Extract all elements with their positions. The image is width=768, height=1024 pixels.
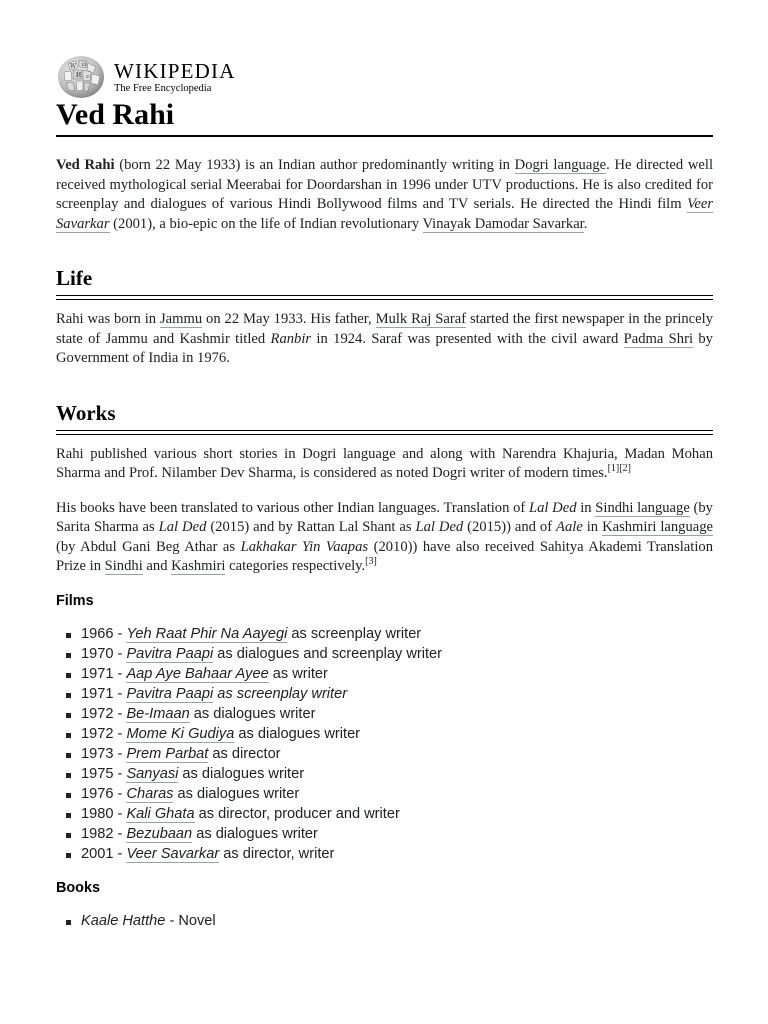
film-role: as dialogues writer xyxy=(234,725,361,742)
intro-paragraph xyxy=(56,156,713,234)
list-item xyxy=(56,644,713,664)
film-title-link[interactable]: Bezubaan xyxy=(126,825,193,842)
works-emphasis: Lal Ded xyxy=(529,499,577,516)
film-role: as director xyxy=(208,745,281,762)
list-item xyxy=(56,684,713,704)
works-emphasis: Lal Ded xyxy=(158,519,207,535)
film-title-link[interactable]: Kali Ghata xyxy=(126,805,195,822)
life-emphasis: Ranbir xyxy=(270,330,312,347)
film-role: as dialogues writer xyxy=(173,785,300,802)
film-year: 1970 - xyxy=(81,645,127,662)
film-title-link[interactable]: Sanyasi xyxy=(126,765,179,782)
works-text: (by Abdul Gani Beg Athar as xyxy=(56,538,241,555)
film-title-link[interactable]: Yeh Raat Phir Na Aayegi xyxy=(126,625,288,642)
section-heading-works: Works xyxy=(56,399,713,431)
wordmark-tagline: The Free Encyclopedia xyxy=(114,82,212,94)
svg-text:Ω: Ω xyxy=(82,62,87,68)
life-text: by Government of India in 1976. xyxy=(56,330,713,366)
link-padma-shri[interactable]: Padma Shri xyxy=(623,330,694,347)
film-role: as screenplay writer xyxy=(213,685,348,702)
film-title-link[interactable]: Mome Ki Gudiya xyxy=(126,725,235,742)
films-list xyxy=(56,624,713,864)
film-year: 1972 - xyxy=(81,705,127,722)
film-year: 1971 - xyxy=(81,665,127,682)
list-item xyxy=(56,764,713,784)
book-kind: - Novel xyxy=(165,912,216,929)
works-text: in xyxy=(576,499,596,516)
life-text: Rahi was born in xyxy=(56,311,160,327)
film-title-link[interactable]: Veer Savarkar xyxy=(126,845,220,862)
works-emphasis: Lakhakar Yin Vaapas xyxy=(240,538,369,555)
intro-text: (born 22 May 1933) is an Indian author predominantly writing in xyxy=(114,157,515,173)
link-kashmiri[interactable]: Kashmiri xyxy=(171,558,226,574)
film-title-link[interactable]: Prem Parbat xyxy=(126,745,209,762)
list-item xyxy=(56,744,713,764)
film-year: 1980 - xyxy=(81,805,127,822)
list-item xyxy=(56,724,713,744)
film-role: as director, writer xyxy=(219,845,335,862)
film-year: 1966 - xyxy=(81,625,127,642)
site-header[interactable] xyxy=(56,54,236,100)
film-title-link[interactable]: Pavitra Paapi xyxy=(126,685,214,702)
film-title-link[interactable]: Pavitra Paapi xyxy=(126,645,214,662)
works-text: (2015) and by Rattan Lal Shant as xyxy=(206,519,416,535)
reference-3[interactable]: [3] xyxy=(365,556,377,568)
works-text: (2010)) have also received Sahitya Akademi Translation Prize in xyxy=(56,538,713,574)
film-year: 1971 - xyxy=(81,685,127,702)
section-heading-life: Life xyxy=(56,264,713,296)
film-role: as dialogues writer xyxy=(192,825,318,842)
works-text: in xyxy=(582,519,603,535)
film-title-link[interactable]: Be-Imaan xyxy=(126,705,190,722)
page-title: Ved Rahi xyxy=(56,96,713,137)
link-kashmiri-language[interactable]: Kashmiri language xyxy=(602,519,714,535)
list-item xyxy=(56,844,713,864)
film-title-link[interactable]: Aap Aye Bahaar Ayee xyxy=(126,665,269,682)
film-title-link[interactable]: Charas xyxy=(126,785,174,802)
works-text: categories respectively. xyxy=(225,558,366,574)
film-year: 1976 - xyxy=(81,785,127,802)
life-paragraph xyxy=(56,310,713,369)
svg-text:И: И xyxy=(76,72,82,79)
works-paragraph-2 xyxy=(56,499,713,577)
film-role: as director, producer and writer xyxy=(194,805,400,822)
link-dogri-language[interactable]: Dogri language xyxy=(514,157,607,173)
list-item xyxy=(56,804,713,824)
list-item xyxy=(56,824,713,844)
works-text: His books have been translated to various other Indian languages. Translation of xyxy=(56,499,529,516)
life-text: in 1924. Saraf was presented with the civil award xyxy=(311,330,624,347)
intro-text: . He directed well received mythological serial Meerabai for Doordarshan in 1996 under UTV productions. He is also credited for screenplay and dialogues of various Hindi Bollywood films and TV serials. He directed the Hindi film xyxy=(56,157,714,212)
subheading-films: Films xyxy=(56,592,94,609)
life-text: started the first newspaper in the princely state of Jammu and Kashmir titled xyxy=(56,311,713,347)
film-year: 1972 - xyxy=(81,725,127,742)
list-item xyxy=(56,704,713,724)
link-vinayak-damodar-savarkar[interactable]: Vinayak Damodar Savarkar xyxy=(422,215,584,232)
works-emphasis: Lal Ded xyxy=(415,519,464,535)
books-list xyxy=(56,911,713,931)
film-role: as writer xyxy=(268,665,328,682)
list-item xyxy=(56,784,713,804)
film-role: as screenplay writer xyxy=(287,625,422,642)
works-paragraph-1 xyxy=(56,445,713,484)
svg-text:W: W xyxy=(70,63,77,70)
wikipedia-globe-icon[interactable] xyxy=(56,55,106,99)
works-text: (by Sarita Sharma as xyxy=(56,499,713,535)
link-mulk-raj-saraf[interactable]: Mulk Raj Saraf xyxy=(375,311,467,327)
link-jammu[interactable]: Jammu xyxy=(159,311,203,327)
works-text: Rahi published various short stories in Dogri language and along with Narendra Khajuria, Madan Mohan Sharma and Prof. Nilamber Dev Sharma, is considered as noted Dogri writer of modern times. xyxy=(56,445,713,481)
film-role: as dialogues writer xyxy=(189,705,316,722)
article-body xyxy=(56,156,713,931)
film-year: 1982 - xyxy=(81,825,127,842)
works-emphasis: Aale xyxy=(556,519,583,535)
list-item xyxy=(56,911,713,931)
life-text: on 22 May 1933. His father, xyxy=(202,311,376,327)
film-year: 2001 - xyxy=(81,845,127,862)
list-item xyxy=(56,664,713,684)
film-year: 1973 - xyxy=(81,745,127,762)
film-role: as dialogues and screenplay writer xyxy=(213,645,443,662)
reference-1-2[interactable]: [1][2] xyxy=(607,463,631,475)
link-veer-savarkar[interactable]: Veer Savarkar xyxy=(56,196,713,232)
intro-subject: Ved Rahi xyxy=(56,157,115,173)
book-title: Kaale Hatthe xyxy=(81,912,166,929)
svg-text:ש: ש xyxy=(86,74,90,80)
intro-text: (2001), a bio-epic on the life of Indian revolutionary xyxy=(109,215,423,232)
link-sindhi[interactable]: Sindhi xyxy=(104,558,143,574)
film-year: 1975 - xyxy=(81,765,127,782)
wikipedia-wordmark[interactable] xyxy=(114,60,236,95)
wordmark-name: WIKIPEDIA xyxy=(114,58,236,83)
intro-text: . xyxy=(583,215,588,232)
subheading-books: Books xyxy=(56,879,100,896)
works-text: and xyxy=(142,558,172,574)
film-role: as dialogues writer xyxy=(178,765,305,782)
list-item xyxy=(56,624,713,644)
link-sindhi-language[interactable]: Sindhi language xyxy=(595,499,690,516)
works-text: (2015)) and of xyxy=(463,519,557,535)
